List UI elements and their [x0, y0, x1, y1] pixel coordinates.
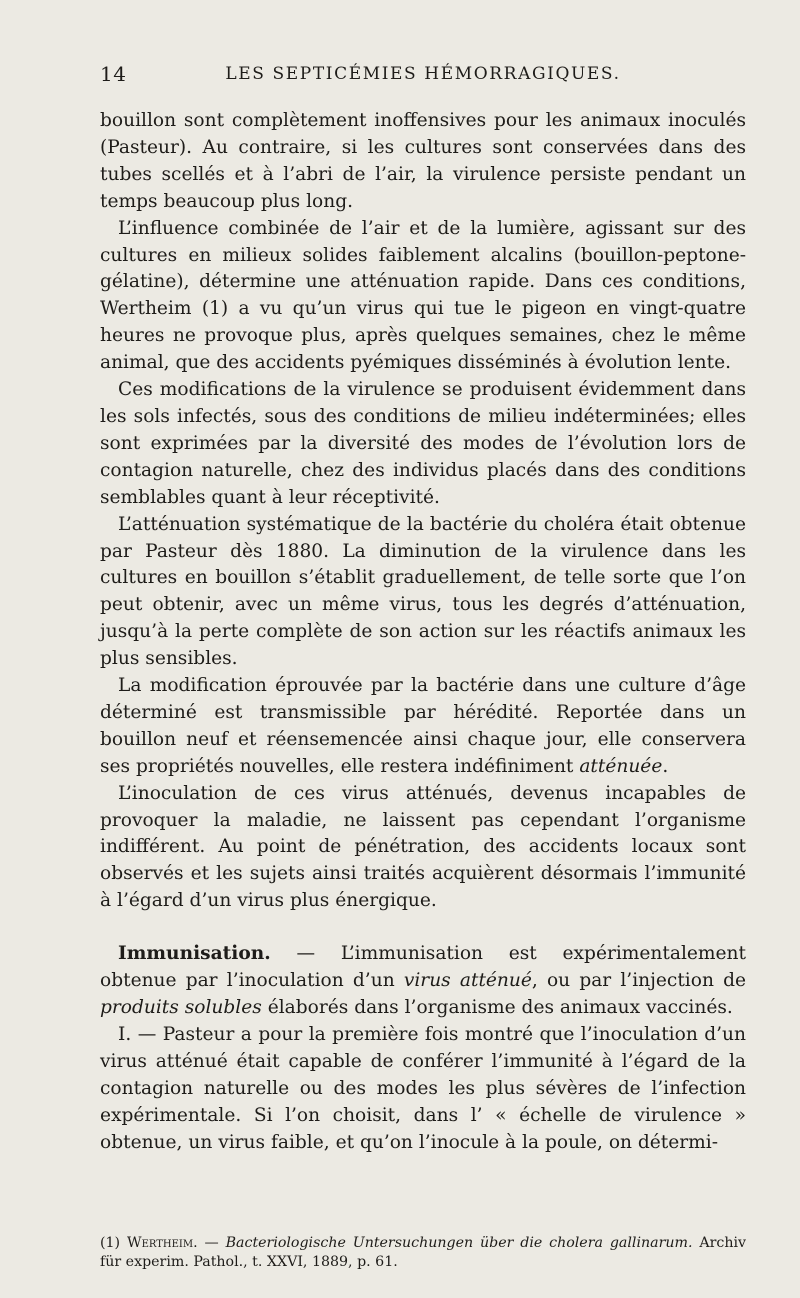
section-heading: Immunisation. — [118, 943, 271, 965]
footnote-author: Wertheim. — [127, 1235, 198, 1251]
footnote-title: Bacteriologische Untersuchungen über die cholera gallinarum. — [225, 1235, 693, 1251]
paragraph-1: bouillon sont complètement inoffensives pour les animaux inoculés (Pasteur). Au contraire, si les cultures sont conservées dans des tubes scellés et à l’abri de l’air, la virulence persiste pendant un temps beaucoup plus long. — [100, 110, 746, 212]
paragraph-4: L’atténuation systématique de la bactérie du choléra était obtenue par Pasteur dès 1880. La diminution de la virulence dans les cultures en bouillon s’établit graduellement, de telle sorte que l’on peut obtenir, avec un même virus, tous les degrés d’atténuation, jusqu’à la perte complète de son action sur les réactifs animaux les plus sensibles. — [100, 513, 746, 670]
paragraph-5-text: La modification éprouvée par la bactérie dans une culture d’âge déterminé est transmissible par hérédité. Reportée dans un bouillon neuf et réensemencée ainsi chaque jour, elle conservera ses propriétés nouvelles, elle restera indéfiniment — [100, 675, 746, 777]
paragraph-7-a: — L’immunisation est expérimentalement obtenue par l’inoculation d’un — [100, 943, 746, 992]
paragraph-2: L’influence combinée de l’air et de la lumière, agissant sur des cultures en milieux solides faiblement alcalins (bouillon-peptone-gélatine), détermine une atténuation rapide. Dans ces conditions, Wertheim (1) a vu qu’un virus qui tue le pigeon en vingt-quatre heures ne provoque plus, après quelques semaines, chez le même animal, que des accidents pyémiques disséminés à évolution lente. — [100, 217, 746, 374]
body-text — [100, 108, 746, 1156]
paragraph-7-italic-2: produits solubles — [100, 997, 262, 1018]
paragraph-6: L’inoculation de ces virus atténués, devenus incapables de provoquer la maladie, ne laissent pas cependant l’organisme indifférent. Au point de pénétration, des accidents locaux sont observés et les sujets ainsi traités acquièrent désormais l’immunité à l’égard d’un virus plus énergique. — [100, 782, 746, 912]
paragraph-5 — [100, 673, 746, 781]
footnote-dash: — — [204, 1235, 219, 1251]
running-title: LES SEPTICÉMIES HÉMORRAGIQUES. — [225, 64, 621, 84]
footnote — [100, 1234, 746, 1272]
footnote-marker: (1) — [100, 1235, 121, 1251]
paragraph-7-c: élaborés dans l’organisme des animaux vaccinés. — [267, 997, 733, 1018]
paragraph-7-italic-1: virus atténué — [403, 970, 532, 992]
paragraph-5-italic: atténuée — [579, 755, 663, 777]
paragraph-7-b: , ou par l’injection de — [531, 970, 746, 992]
paragraph-7 — [100, 941, 746, 1022]
page-header — [100, 62, 746, 90]
paragraph-5-end: . — [662, 755, 669, 777]
paragraph-3: Ces modifications de la virulence se produisent évidemment dans les sols infectés, sous des conditions de milieu indéterminées; elles sont exprimées par la diversité des modes de l’évolution lors de contagion naturelle, chez des individus placés dans des conditions semblables quant à leur réceptivité. — [100, 379, 746, 508]
page-number: 14 — [100, 62, 127, 86]
footnote-rest: Archiv für experim. Pathol., t. XXVI, 1889, p. 61. — [100, 1235, 747, 1270]
paragraph-8: I. — Pasteur a pour la première fois montré que l’inoculation d’un virus atténué était capable de conférer l’immunité à l’égard de la contagion naturelle ou des modes les plus sévères de l’infection expérimentale. Si l’on choisit, dans l’ « échelle de virulence » obtenue, un virus faible, et qu’on l’inocule à la poule, on détermi- — [100, 1023, 746, 1153]
